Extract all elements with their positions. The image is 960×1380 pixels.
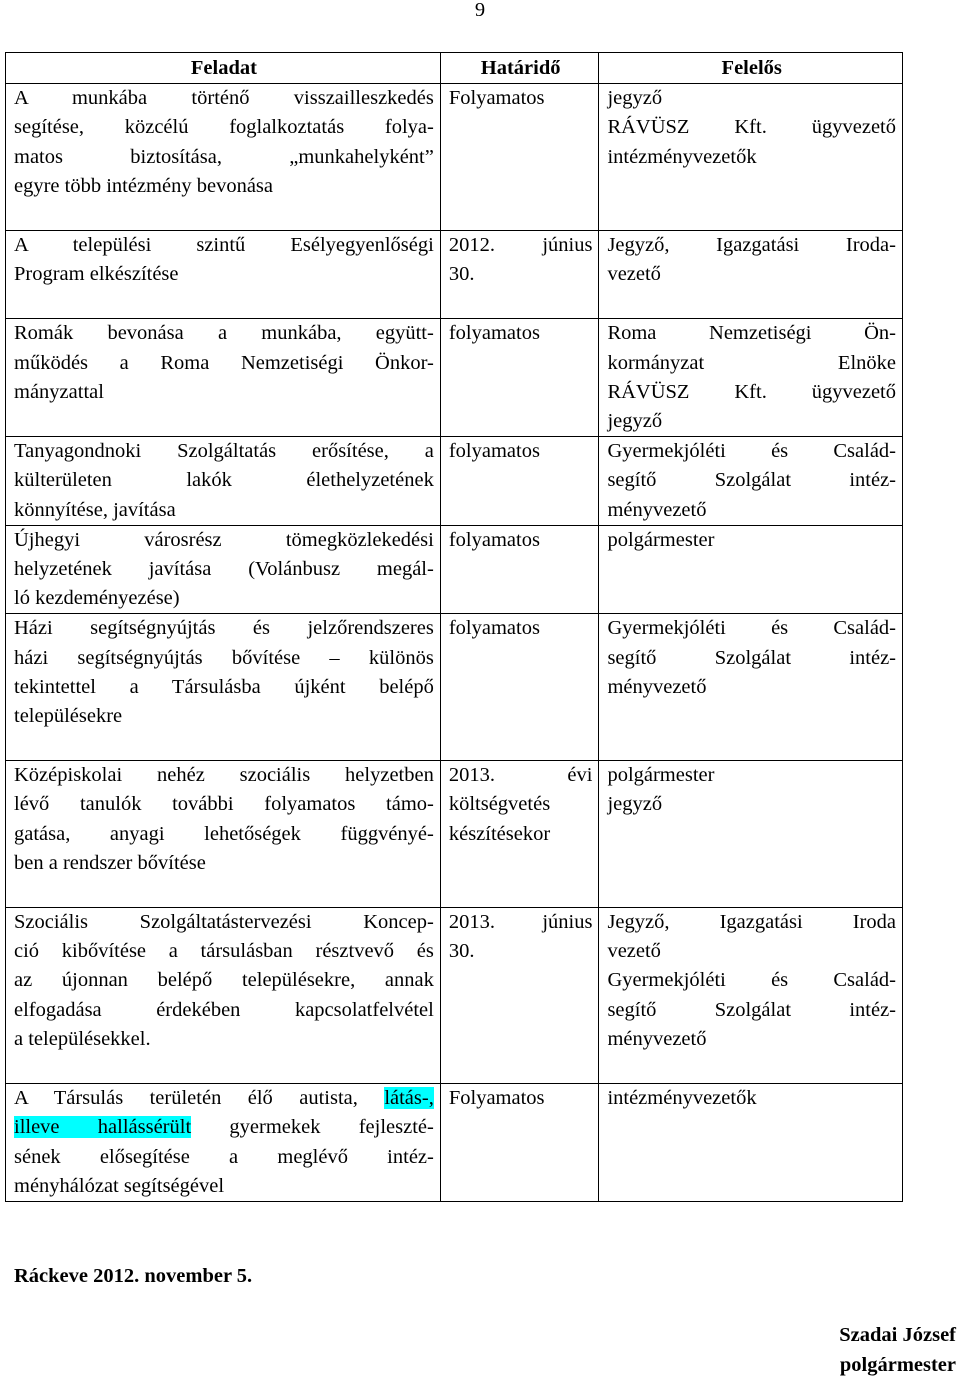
task-line	[14, 1084, 434, 1113]
responsible-cell	[599, 231, 903, 319]
task-line: helyzetének javítása (Volánbusz megál-	[14, 558, 434, 581]
highlight-text: illeve hallássérült	[14, 1116, 192, 1139]
deadline-line: költségvetés	[448, 793, 551, 816]
deadline-cell	[440, 908, 599, 1084]
task-line: Tanyagondnoki Szolgáltatás erősítése, a	[14, 440, 434, 463]
responsible-line: RÁVÜSZ Kft. ügyvezető	[607, 116, 896, 139]
deadline-line: 30.	[448, 263, 475, 286]
task-cell	[6, 437, 441, 526]
deadline-cell	[440, 84, 599, 231]
responsible-line: kormányzat Elnöke	[607, 351, 896, 374]
deadline-line: folyamatos	[448, 440, 540, 463]
responsible-line: Jegyző, Igazgatási Iroda-	[607, 234, 896, 257]
task-line	[14, 1113, 434, 1142]
responsible-line: vezető	[607, 940, 661, 963]
task-cell	[6, 84, 441, 231]
task-cell	[6, 1084, 441, 1202]
task-cell	[6, 614, 441, 761]
responsible-line: vezető	[607, 263, 661, 286]
place-date: Ráckeve 2012. november 5.	[14, 1265, 253, 1287]
task-line: ményhálózat segítségével	[14, 1174, 225, 1197]
deadline-line: 2013. június	[448, 911, 593, 934]
table-header-row	[6, 53, 903, 84]
task-line: Újhegyi városrész tömegközlekedési	[14, 528, 434, 551]
deadline-line: 2013. évi	[448, 764, 593, 787]
task-table	[5, 52, 903, 1202]
task-line: segítése, közcélú foglalkoztatás folya-	[14, 116, 434, 139]
task-line: elfogadása érdekében kapcsolatfelvétel	[14, 998, 434, 1021]
responsible-line: Gyermekjóléti és Család-	[607, 617, 896, 640]
page-number: 9	[474, 0, 486, 21]
responsible-cell	[599, 84, 903, 231]
responsible-line: intézményvezetők	[607, 145, 757, 168]
responsible-line: segítő Szolgálat intéz-	[607, 646, 896, 669]
responsible-cell	[599, 437, 903, 526]
table-row	[6, 761, 903, 908]
task-line: mányzattal	[14, 380, 104, 403]
responsible-cell	[599, 525, 903, 614]
task-line: tekintettel a Társulásba újként belépő	[14, 675, 434, 698]
task-line: a településekkel.	[14, 1027, 151, 1050]
task-cell	[6, 525, 441, 614]
responsible-line: ményvezető	[607, 498, 707, 521]
task-line: az újonnan belépő településekre, annak	[14, 969, 434, 992]
responsible-cell: intézményvezetők	[599, 1084, 903, 1202]
table-row	[6, 437, 903, 526]
table-row	[6, 84, 903, 231]
task-line: Program elkészítése	[14, 263, 179, 286]
task-line: A települési szintű Esélyegyenlőségi	[14, 234, 434, 257]
responsible-line: Jegyző, Igazgatási Iroda	[607, 911, 896, 934]
task-line: ben a rendszer bővítése	[14, 851, 206, 874]
header-felelos: Felelős	[599, 53, 903, 84]
task-line: működés a Roma Nemzetiségi Önkor-	[14, 351, 434, 374]
deadline-cell	[440, 614, 599, 761]
deadline-line: folyamatos	[448, 528, 540, 551]
header-hatarido: Határidő	[440, 53, 599, 84]
deadline-line: folyamatos	[448, 322, 540, 345]
signature-block	[839, 1320, 956, 1380]
task-line: házi segítségnyújtás bővítése – különös	[14, 646, 434, 669]
task-line: Házi segítségnyújtás és jelzőrendszeres	[14, 617, 434, 640]
task-line: matos biztosítása, „munkahelyként”	[14, 145, 434, 168]
deadline-line: 30.	[448, 940, 475, 963]
table-row	[6, 614, 903, 761]
task-line: ló kezdeményezése)	[14, 587, 180, 610]
responsible-line: Gyermekjóléti és Család-	[607, 969, 896, 992]
signature-name: Szadai József	[839, 1324, 956, 1346]
table-row	[6, 319, 903, 437]
deadline-line: folyamatos	[448, 617, 540, 640]
responsible-line: segítő Szolgálat intéz-	[607, 469, 896, 492]
header-feladat: Feladat	[6, 53, 441, 84]
highlight-before: A Társulás területén élő autista,	[14, 1087, 385, 1110]
task-line: sének elősegítése a meglévő intéz-	[14, 1145, 434, 1168]
deadline-line: készítésekor	[448, 822, 551, 845]
responsible-line: polgármester	[607, 528, 715, 551]
task-line: lévő tanulók további folyamatos támo-	[14, 793, 434, 816]
responsible-line: ményvezető	[607, 675, 707, 698]
task-line: gatása, anyagi lehetőségek függvényé-	[14, 822, 434, 845]
responsible-line: jegyző	[607, 410, 663, 433]
table-row	[6, 1084, 903, 1202]
task-line: könnyítése, javítása	[14, 498, 176, 521]
responsible-line: Roma Nemzetiségi Ön-	[607, 322, 896, 345]
highlight-after: gyermekek fejleszté-	[191, 1116, 434, 1139]
responsible-line: segítő Szolgálat intéz-	[607, 998, 896, 1021]
deadline-cell	[440, 319, 599, 437]
responsible-cell	[599, 319, 903, 437]
deadline-cell: Folyamatos	[440, 1084, 599, 1202]
responsible-line: jegyző	[607, 87, 663, 110]
table-row	[6, 231, 903, 319]
deadline-cell	[440, 437, 599, 526]
deadline-cell	[440, 231, 599, 319]
table-body	[6, 84, 903, 1202]
table-row	[6, 908, 903, 1084]
signature-title: polgármester	[839, 1354, 956, 1376]
highlight-text: látás-,	[384, 1087, 434, 1110]
task-cell	[6, 908, 441, 1084]
responsible-line: jegyző	[607, 793, 663, 816]
table-row	[6, 525, 903, 614]
task-cell	[6, 231, 441, 319]
task-line: ció kibővítése a társulásban résztvevő és	[14, 940, 434, 963]
task-cell	[6, 761, 441, 908]
deadline-cell	[440, 525, 599, 614]
task-line: külterületen lakók élethelyzetének	[14, 469, 434, 492]
deadline-cell	[440, 761, 599, 908]
deadline-line: Folyamatos	[448, 87, 545, 110]
responsible-cell	[599, 908, 903, 1084]
deadline-line: 2012. június	[448, 234, 593, 257]
responsible-line: RÁVÜSZ Kft. ügyvezető	[607, 380, 896, 403]
task-cell	[6, 319, 441, 437]
responsible-line: ményvezető	[607, 1027, 707, 1050]
task-line: Középiskolai nehéz szociális helyzetben	[14, 764, 434, 787]
task-line: A munkába történő visszailleszkedés	[14, 87, 434, 110]
responsible-line: polgármester	[607, 764, 715, 787]
responsible-cell	[599, 614, 903, 761]
responsible-cell	[599, 761, 903, 908]
task-line: Romák bevonása a munkába, együtt-	[14, 322, 434, 345]
task-line: Szociális Szolgáltatástervezési Koncep-	[14, 911, 434, 934]
responsible-line: Gyermekjóléti és Család-	[607, 440, 896, 463]
task-line: egyre több intézmény bevonása	[14, 174, 274, 197]
task-line: településekre	[14, 705, 123, 728]
